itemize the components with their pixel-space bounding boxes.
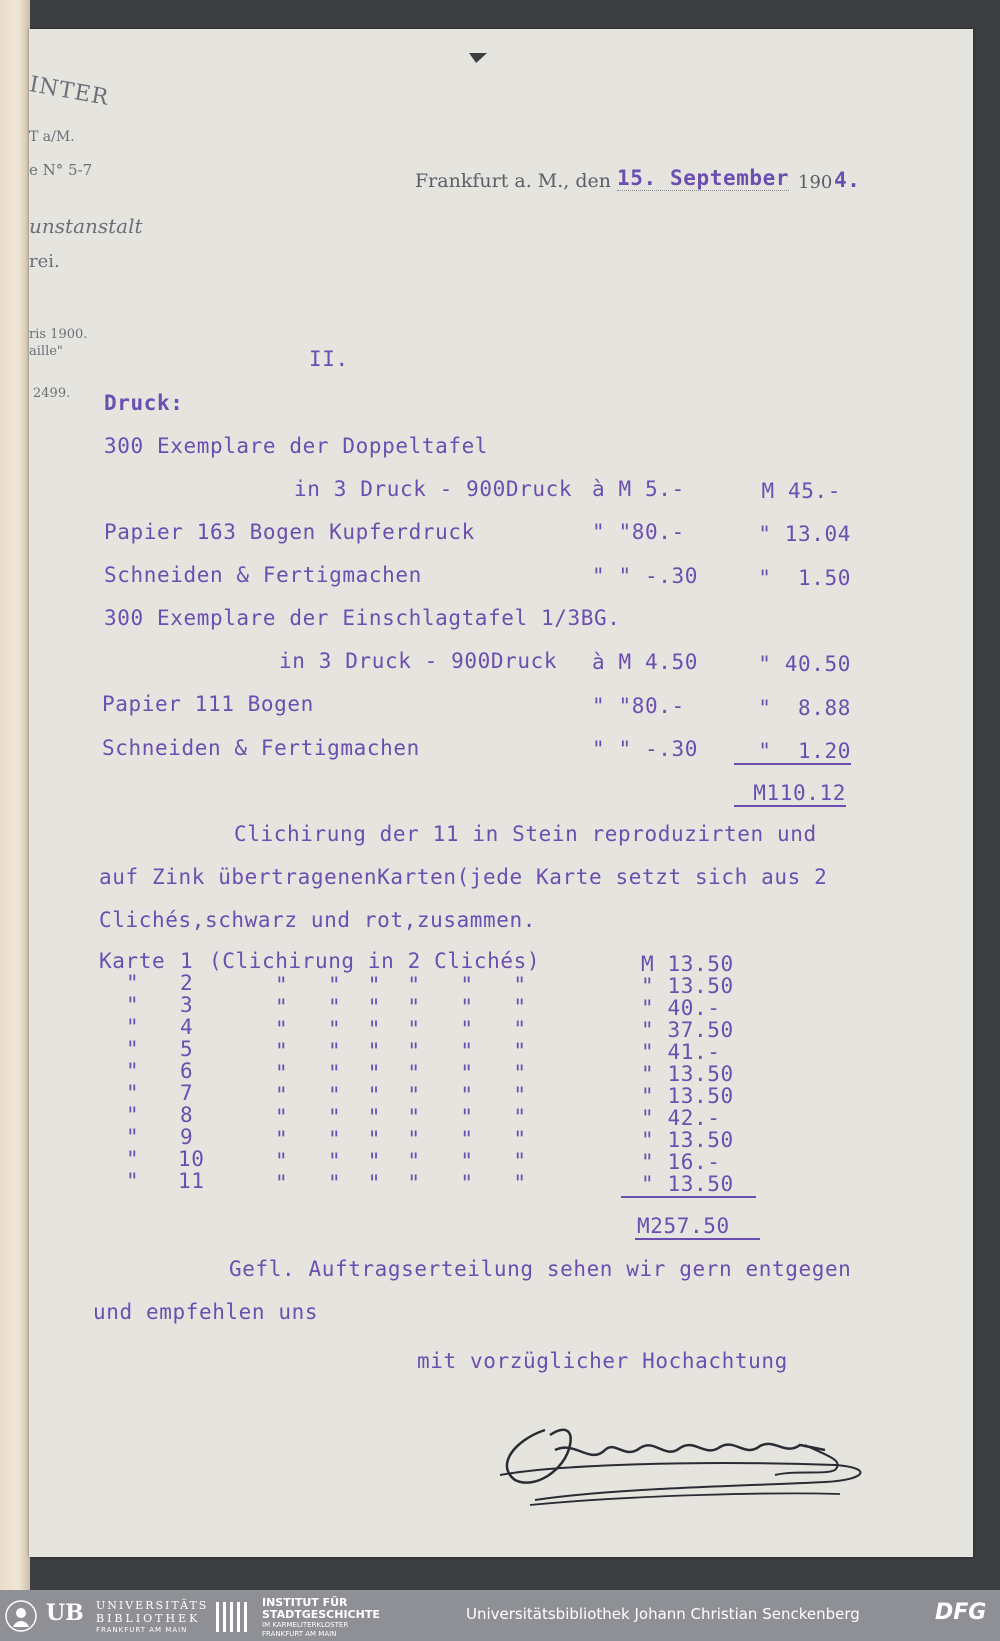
letterhead-trade2: rei. — [29, 251, 60, 272]
cost-amount: M 45.- — [761, 479, 841, 503]
karte-amount: " 13.50 — [641, 1084, 734, 1108]
cost-amount: " 1.20 — [734, 739, 851, 765]
closing-line-1: Gefl. Auftragserteilung sehen wir gern entgegen — [229, 1257, 852, 1281]
letterhead-phone: 2499. — [33, 386, 71, 401]
cost-rate: à M 4.50 — [592, 650, 698, 674]
karte-desc: " " " " " " — [275, 1061, 527, 1085]
section-number: II. — [309, 347, 349, 371]
karte-amount: " 16.- — [641, 1150, 721, 1174]
page-edge — [0, 0, 30, 1590]
karte-label: " — [126, 1081, 140, 1105]
year-prefix: 190 — [798, 172, 833, 193]
karte-label: " — [126, 1147, 140, 1171]
karte-number: 4 — [180, 1015, 194, 1039]
place-label: Frankfurt a. M., den — [415, 170, 611, 192]
letterhead-trade: unstanstalt — [29, 214, 143, 238]
clichirung-text-1: Clichirung der 11 in Stein reproduzirten und — [234, 822, 817, 846]
clichirung-text-3: Clichés,schwarz und rot,zusammen. — [99, 908, 537, 932]
karte-number: 7 — [180, 1081, 194, 1105]
karte-label: " — [126, 1059, 140, 1083]
karte-amount: " 41.- — [641, 1040, 721, 1064]
karte-amount: " 37.50 — [641, 1018, 734, 1042]
cost-rate: " "80.- — [592, 520, 685, 544]
footer-bar — [0, 1590, 1000, 1641]
letterhead-award2: aille" — [29, 344, 63, 359]
isg-building-icon — [214, 1598, 254, 1634]
dfg-logo: DFG — [935, 1600, 987, 1625]
karte-number: 5 — [180, 1037, 194, 1061]
karte-label: " — [126, 1103, 140, 1127]
karte-desc: (Clichirung in 2 Clichés) — [209, 949, 541, 973]
letterhead-city: T a/M. — [29, 129, 75, 145]
cost-rate: à M 5.- — [592, 477, 685, 501]
karte-label: Karte — [99, 949, 166, 973]
karte-amount: " 13.50 — [641, 1128, 734, 1152]
isg-line-3: IM KARMELITERKLOSTER — [262, 1621, 349, 1629]
cost-amount: " 1.50 — [758, 566, 851, 590]
cost-amount: " 8.88 — [758, 696, 851, 720]
karte-label: " — [126, 1169, 140, 1193]
cost-desc: in 3 Druck - 900Druck — [279, 649, 558, 673]
cost-amount: " 40.50 — [758, 652, 851, 676]
karte-amount: " 13.50 — [641, 1062, 734, 1086]
paper-tear — [469, 53, 487, 63]
letterhead-award: ris 1900. — [29, 327, 88, 342]
handwritten-signature — [495, 1420, 905, 1530]
cost-rate: " "80.- — [592, 694, 685, 718]
letterhead-address: e N° 5-7 — [29, 161, 93, 179]
karte-amount: M 13.50 — [641, 952, 734, 976]
cost-desc: Papier 111 Bogen — [102, 692, 314, 716]
cost-rate: " " -.30 — [592, 564, 698, 588]
ub-name-1: UNIVERSITÄTS — [96, 1599, 209, 1612]
ub-seal-icon — [4, 1599, 48, 1633]
karte-desc: " " " " " " — [275, 1171, 527, 1195]
karte-number: 6 — [180, 1059, 194, 1083]
karte-desc: " " " " " " — [275, 973, 527, 997]
year-suffix: 4. — [834, 168, 861, 192]
cost-amount: " 13.04 — [758, 522, 851, 546]
letterhead-fragment — [27, 72, 143, 419]
cost-desc: 300 Exemplare der Doppeltafel — [104, 434, 489, 458]
karte-desc: " " " " " " — [275, 1039, 527, 1063]
karte-label: " — [126, 1125, 140, 1149]
karte-number: 11 — [178, 1169, 205, 1193]
karte-desc: " " " " " " — [275, 995, 527, 1019]
isg-line-1: INSTITUT FÜR — [262, 1596, 348, 1609]
letter-date: 15. September — [617, 166, 790, 190]
cost-desc: Papier 163 Bogen Kupferdruck — [104, 520, 475, 544]
karte-label: " — [126, 993, 140, 1017]
karte-number: 9 — [180, 1125, 194, 1149]
ub-logo: UB — [46, 1600, 84, 1626]
karte-number: 10 — [178, 1147, 205, 1171]
letterhead-firm: INTER — [27, 72, 111, 111]
karte-desc: " " " " " " — [275, 1127, 527, 1151]
karte-label: " — [126, 1037, 140, 1061]
clichirung-text-2: auf Zink übertragenenKarten(jede Karte setzt sich aus 2 — [99, 865, 828, 889]
karte-label: " — [126, 971, 140, 995]
ub-name-3: FRANKFURT AM MAIN — [96, 1626, 188, 1634]
druck-total: M110.12 — [734, 781, 846, 807]
karten-total: M257.50 — [635, 1214, 760, 1240]
letter-sheet — [29, 29, 973, 1557]
cost-desc: Schneiden & Fertigmachen — [104, 563, 422, 587]
closing-greeting: mit vorzüglicher Hochachtung — [417, 1349, 788, 1373]
closing-line-2: und empfehlen uns — [93, 1300, 319, 1324]
karte-number: 2 — [180, 971, 194, 995]
cost-desc: 300 Exemplare der Einschlagtafel 1/3BG. — [104, 606, 621, 630]
karte-amount: " 13.50 — [621, 1172, 756, 1198]
karte-amount: " 40.- — [641, 996, 721, 1020]
karte-amount: " 13.50 — [641, 974, 734, 998]
isg-line-4: FRANKFURT AM MAIN — [262, 1630, 337, 1638]
cost-desc: in 3 Druck - 900Druck — [294, 477, 573, 501]
cost-desc: Schneiden & Fertigmachen — [102, 736, 420, 760]
cost-rate: " " -.30 — [592, 737, 698, 761]
karte-number: 3 — [180, 993, 194, 1017]
karte-desc: " " " " " " — [275, 1083, 527, 1107]
footer-center-text: Universitätsbibliothek Johann Christian Senckenberg — [466, 1605, 860, 1623]
karte-desc: " " " " " " — [275, 1149, 527, 1173]
karte-number: 8 — [180, 1103, 194, 1127]
karte-amount: " 42.- — [641, 1106, 721, 1130]
ub-name-2: BIBLIOTHEK — [96, 1612, 201, 1625]
isg-line-2: STADTGESCHICHTE — [262, 1608, 380, 1621]
karte-number: 1 — [180, 949, 194, 973]
karte-label: " — [126, 1015, 140, 1039]
druck-heading: Druck: — [104, 391, 184, 415]
karte-desc: " " " " " " — [275, 1105, 527, 1129]
karte-desc: " " " " " " — [275, 1017, 527, 1041]
